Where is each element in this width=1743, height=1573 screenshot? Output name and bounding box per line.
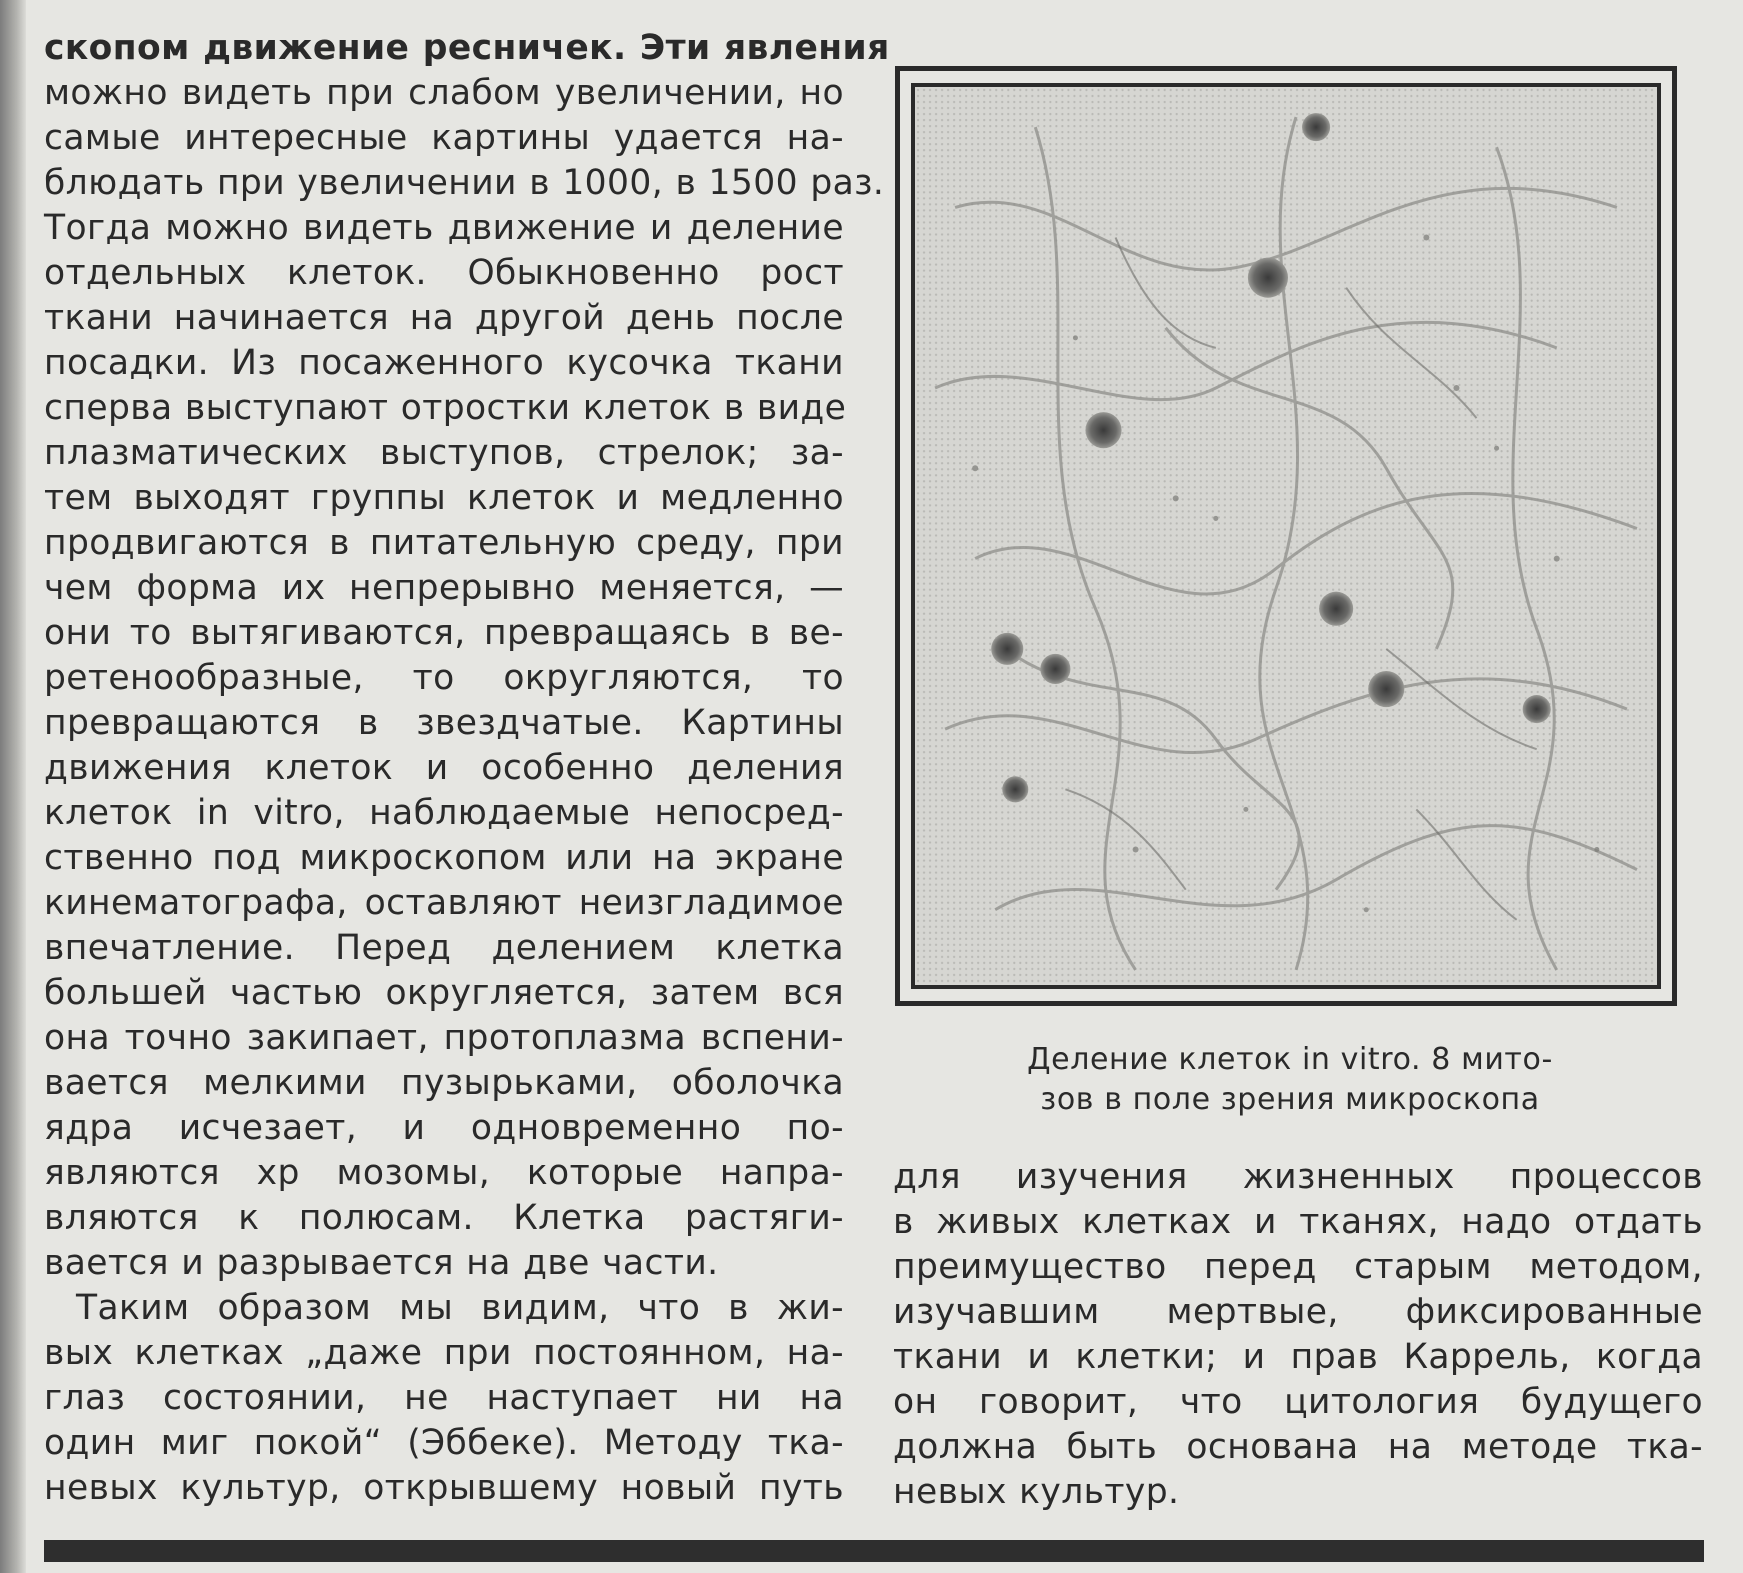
- left-text-column: [44, 26, 890, 1511]
- text-line: являются хр мозомы, которые напра-: [44, 1153, 844, 1193]
- micrograph-image: [915, 87, 1657, 985]
- text-line: ственно под микроскопом или на экране: [44, 838, 844, 878]
- text-line: вается мелкими пузырьками, оболочка: [44, 1063, 844, 1103]
- page-edge-shadow: [0, 0, 26, 1573]
- micrograph-figure: [895, 66, 1677, 1006]
- text-line: невых культур.: [893, 1472, 1180, 1512]
- text-line: отдельных клеток. Обыкновенно рост: [44, 253, 844, 293]
- text-line: в живых клетках и тканях, надо отдать: [893, 1202, 1703, 1242]
- text-line: вается и разрывается на две части.: [44, 1243, 719, 1283]
- text-line: тем выходят группы клеток и медленно: [44, 478, 844, 518]
- bottom-rule: [44, 1540, 1704, 1562]
- text-line: вляются к полюсам. Клетка растяги-: [44, 1198, 844, 1238]
- text-line: глаз состоянии, не наступает ни на: [44, 1378, 844, 1418]
- right-text-column: [893, 1155, 1703, 1515]
- text-line: должна быть основана на методе тка-: [893, 1427, 1703, 1467]
- text-line: они то вытягиваются, превращаясь в ве-: [44, 613, 844, 653]
- text-line: ткани и клетки; и прав Каррель, когда: [893, 1337, 1703, 1377]
- text-line: один миг покой“ (Эббеке). Методу тка-: [44, 1423, 844, 1463]
- text-line: преимущество перед старым методом,: [893, 1247, 1703, 1287]
- text-line: скопом движение ресничек. Эти явления: [44, 28, 890, 68]
- text-line: блюдать при увеличении в 1000, в 1500 раз.: [44, 163, 885, 203]
- micrograph-frame: [911, 83, 1661, 989]
- text-line: чем форма их непрерывно меняется, —: [44, 568, 844, 608]
- text-line: плазматических выступов, стрелок; за-: [44, 433, 844, 473]
- text-line: он говорит, что цитология будущего: [893, 1382, 1703, 1422]
- text-line: движения клеток и особенно деления: [44, 748, 844, 788]
- text-line: она точно закипает, протоплазма вспени-: [44, 1018, 844, 1058]
- text-line: для изучения жизненных процессов: [893, 1157, 1703, 1197]
- text-line: ткани начинается на другой день после: [44, 298, 844, 338]
- text-line: клеток in vitro, наблюдаемые непосред-: [44, 793, 844, 833]
- text-line: впечатление. Перед делением клетка: [44, 928, 844, 968]
- caption-line-2: зов в поле зрения микроскопа: [1040, 1082, 1540, 1117]
- text-line: самые интересные картины удается на-: [44, 118, 844, 158]
- text-line: Таким образом мы видим, что в жи-: [76, 1288, 844, 1328]
- text-line: превращаются в звездчатые. Картины: [44, 703, 844, 743]
- caption-line-1: Деление клеток in vitro. 8 мито-: [1027, 1042, 1553, 1077]
- text-line: сперва выступают отростки клеток в виде: [44, 388, 847, 428]
- figure-caption: [980, 1040, 1600, 1120]
- text-line: ретенообразные, то округляются, то: [44, 658, 844, 698]
- text-line: вых клетках „даже при постоянном, на-: [44, 1333, 844, 1373]
- text-line: большей частью округляется, затем вся: [44, 973, 844, 1013]
- text-line: можно видеть при слабом увеличении, но: [44, 73, 844, 113]
- text-line: невых культур, открывшему новый путь: [44, 1468, 844, 1508]
- text-line: кинематографа, оставляют неизгладимое: [44, 883, 844, 923]
- text-line: Тогда можно видеть движение и деление: [44, 208, 844, 248]
- text-line: изучавшим мертвые, фиксированные: [893, 1292, 1703, 1332]
- text-line: продвигаются в питательную среду, при: [44, 523, 844, 563]
- text-line: посадки. Из посаженного кусочка ткани: [44, 343, 844, 383]
- text-line: ядра исчезает, и одновременно по-: [44, 1108, 844, 1148]
